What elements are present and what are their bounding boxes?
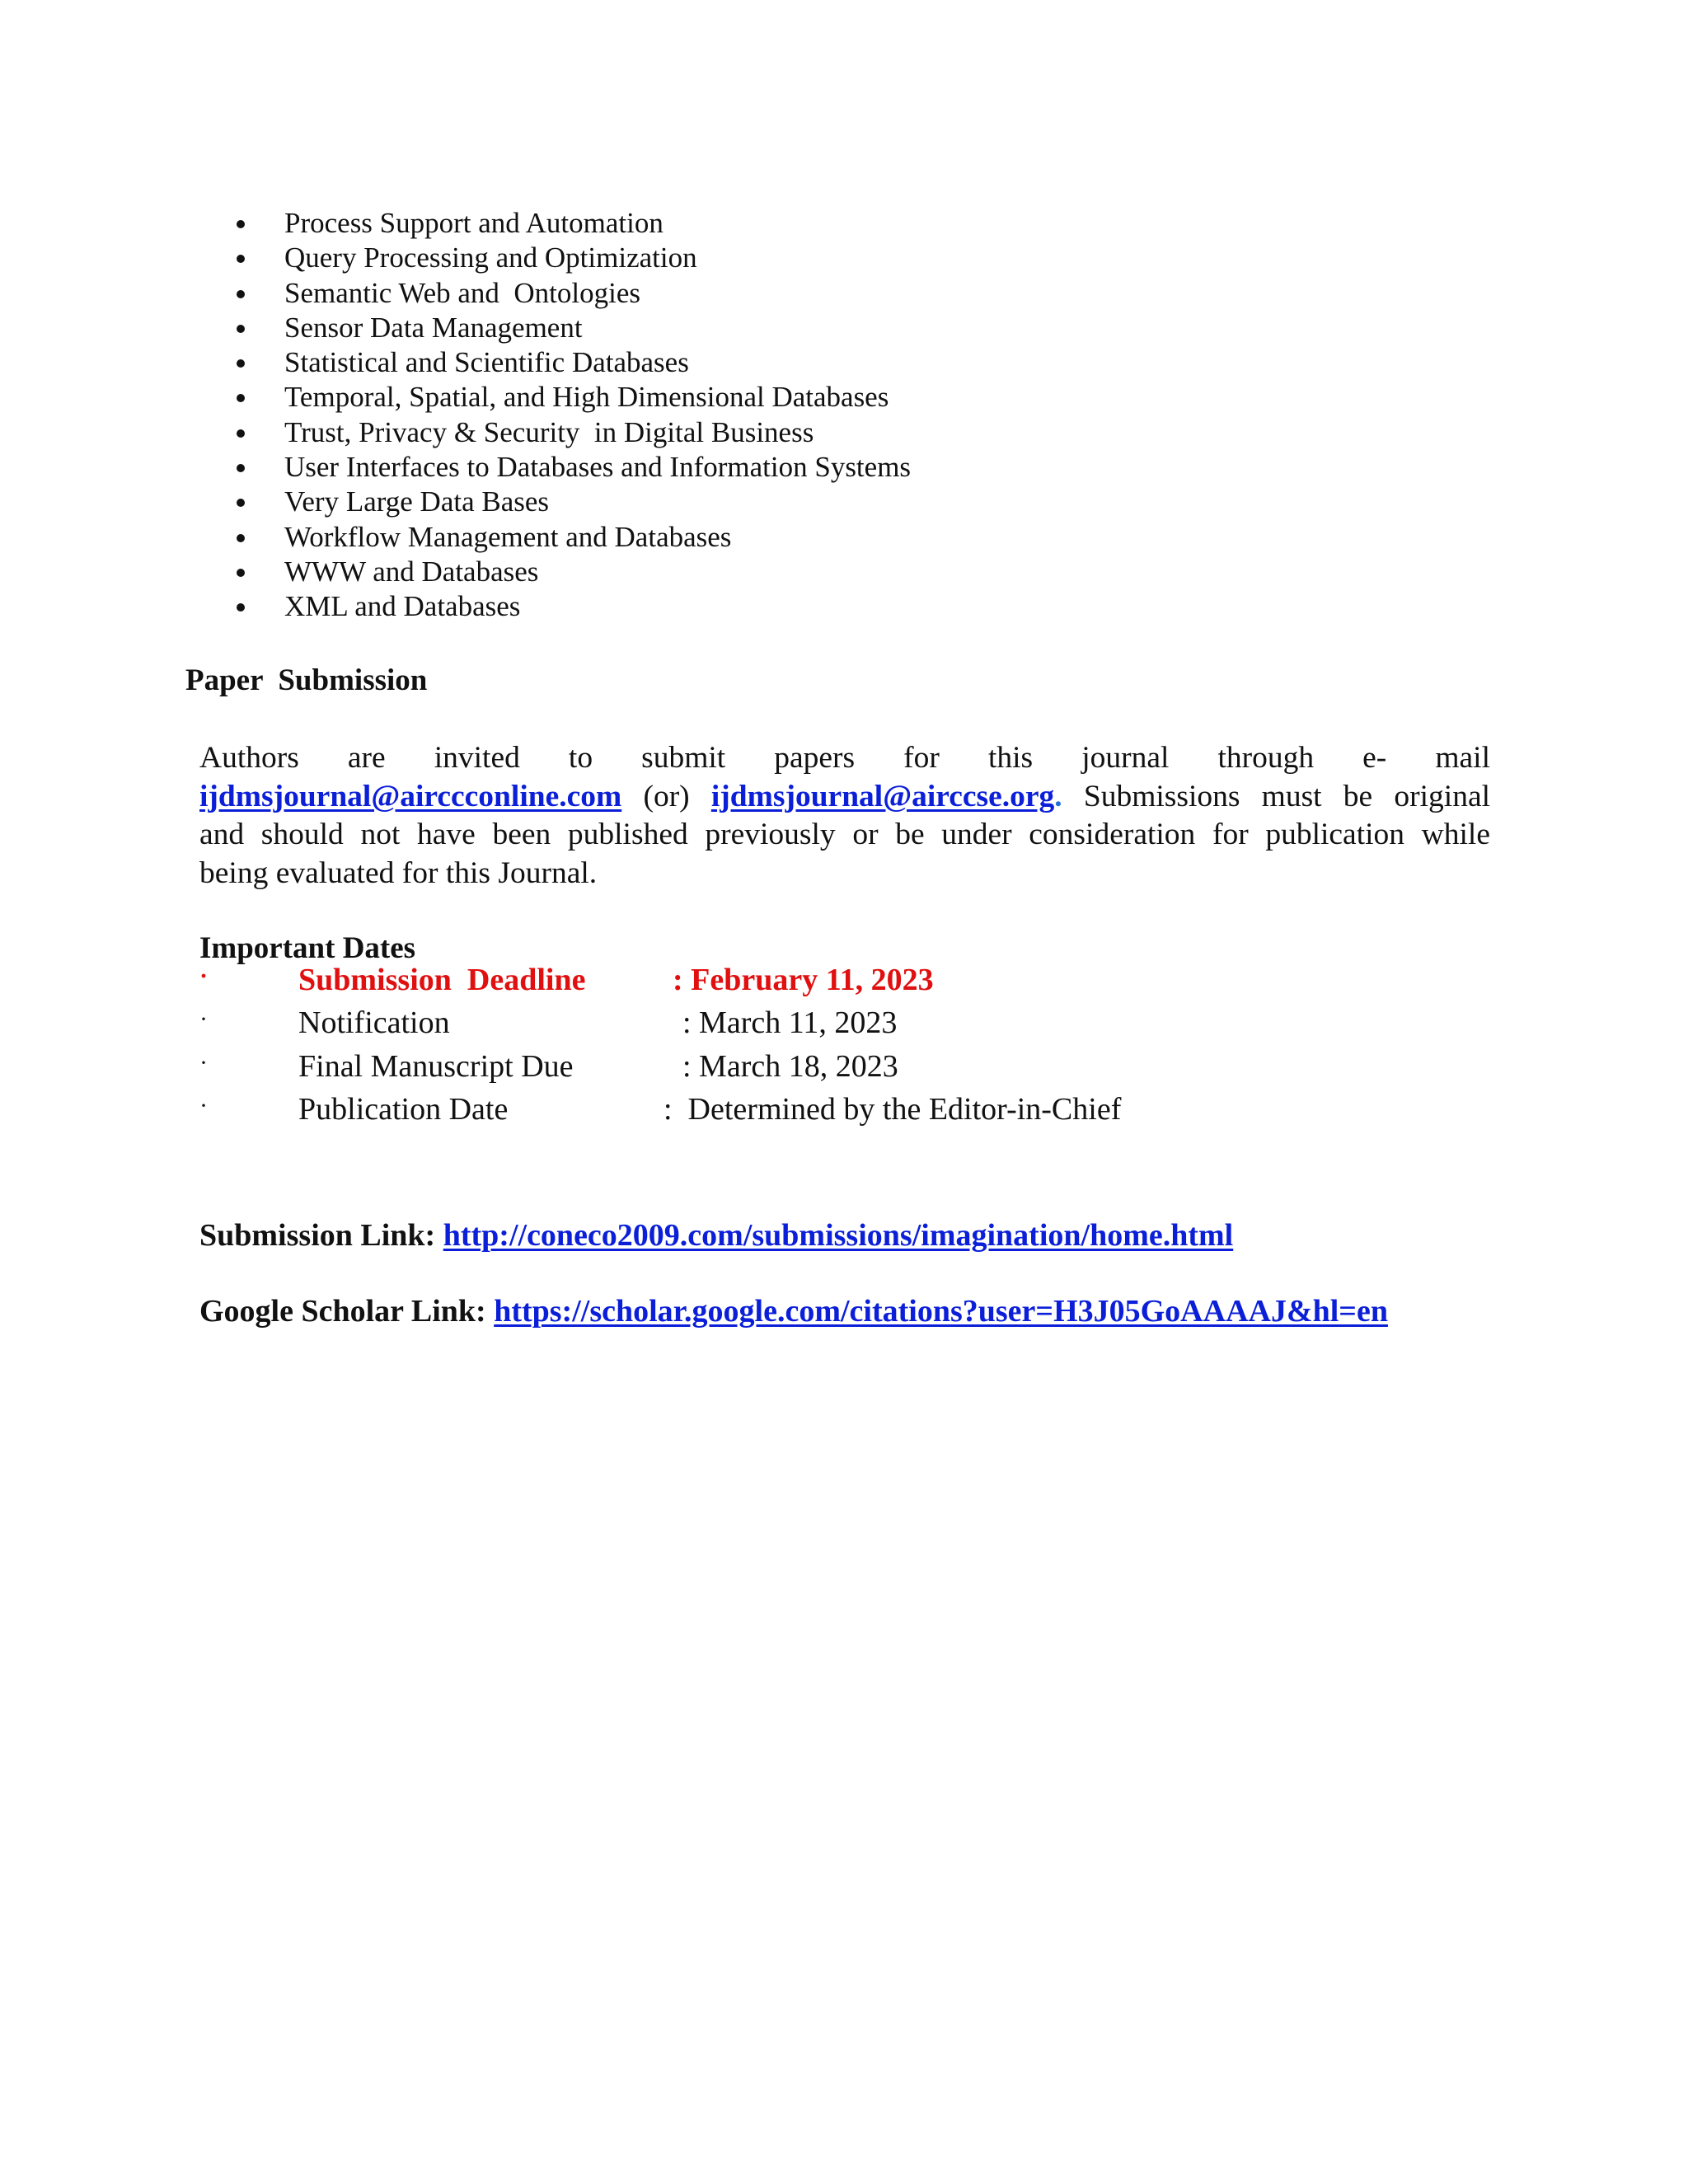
topic-text: Workflow Management and Databases (284, 520, 732, 553)
list-item (233, 380, 911, 415)
topic-text: Sensor Data Management (284, 311, 583, 344)
topic-text: Very Large Data Bases (284, 485, 550, 518)
bullet-icon (237, 464, 245, 472)
submission-link-row (199, 1217, 1233, 1254)
important-dates-heading: Important Dates (199, 931, 416, 965)
topic-text: Trust, Privacy & Security in Digital Business (284, 415, 814, 448)
date-row-notification (199, 1001, 1353, 1044)
bullet-icon: · (199, 1005, 208, 1033)
paragraph-line: being evaluated for this Journal. (199, 855, 598, 890)
bullet-icon: · (199, 1049, 208, 1076)
period: . (1054, 779, 1062, 813)
date-label: Submission Deadline (298, 963, 586, 997)
scholar-link-row (199, 1293, 1388, 1329)
topic-text: Semantic Web and Ontologies (284, 276, 641, 309)
topics-list (233, 206, 911, 625)
bullet-icon (237, 394, 245, 402)
submission-link[interactable]: http://coneco2009.com/submissions/imagination/home.html (443, 1218, 1234, 1253)
paragraph-line: Authors are invited to submit papers for this journal through e- mail (199, 741, 1490, 775)
paragraph-line (199, 778, 1490, 817)
bullet-icon (237, 569, 245, 577)
date-row-submission-deadline (199, 958, 1353, 1001)
scholar-link-label: Google Scholar Link: (199, 1294, 486, 1329)
date-value: : March 18, 2023 (682, 1049, 898, 1084)
bullet-icon (237, 499, 245, 507)
submission-link-label: Submission Link: (199, 1218, 436, 1253)
list-item (233, 555, 911, 589)
topic-text: Process Support and Automation (284, 207, 663, 239)
bullet-icon (237, 220, 245, 228)
bullet-icon (237, 359, 245, 368)
bullet-icon (237, 429, 245, 438)
bullet-icon (237, 290, 245, 298)
scholar-link[interactable]: https://scholar.google.com/citations?user=H3J05GoAAAAJ&hl=en (494, 1294, 1388, 1329)
paragraph-line: and should not have been published previously or be under consideration for publication while (199, 818, 1490, 851)
list-item (233, 450, 911, 485)
topic-text: User Interfaces to Databases and Information Systems (284, 451, 912, 484)
paragraph-text: Submissions must be original (1062, 779, 1491, 813)
topic-text: Statistical and Scientific Databases (284, 346, 689, 379)
list-item (233, 276, 911, 311)
topic-text: Query Processing and Optimization (284, 241, 697, 274)
paper-submission-heading: Paper Submission (185, 663, 428, 697)
date-label: Publication Date (298, 1092, 509, 1127)
bullet-icon (237, 255, 245, 263)
list-item (233, 485, 911, 519)
list-item (233, 589, 911, 624)
date-row-publication (199, 1088, 1353, 1131)
bullet-icon: · (199, 1092, 208, 1119)
list-item (233, 520, 911, 555)
bullet-icon (237, 603, 245, 612)
list-item (233, 311, 911, 345)
date-label: Final Manuscript Due (298, 1049, 574, 1084)
topic-text: WWW and Databases (284, 555, 539, 588)
topic-text: Temporal, Spatial, and High Dimensional Databases (284, 381, 889, 414)
date-value: : March 11, 2023 (682, 1005, 898, 1040)
list-item (233, 345, 911, 380)
list-item (233, 241, 911, 275)
email-link-airccconline[interactable]: ijdmsjournal@airccconline.com (199, 779, 622, 813)
list-item (233, 415, 911, 450)
bullet-icon (237, 325, 245, 333)
bullet-icon: · (199, 963, 209, 990)
or-text: (or) (621, 779, 711, 813)
date-label: Notification (298, 1005, 450, 1040)
topic-text: XML and Databases (284, 590, 521, 623)
submission-paragraph (199, 739, 1490, 893)
date-value: : Determined by the Editor-in-Chief (663, 1092, 1122, 1127)
list-item (233, 206, 911, 241)
date-row-final-manuscript (199, 1045, 1353, 1088)
bullet-icon (237, 534, 245, 542)
date-value: : February 11, 2023 (673, 963, 934, 997)
email-link-airccse[interactable]: ijdmsjournal@airccse.org (710, 779, 1055, 813)
